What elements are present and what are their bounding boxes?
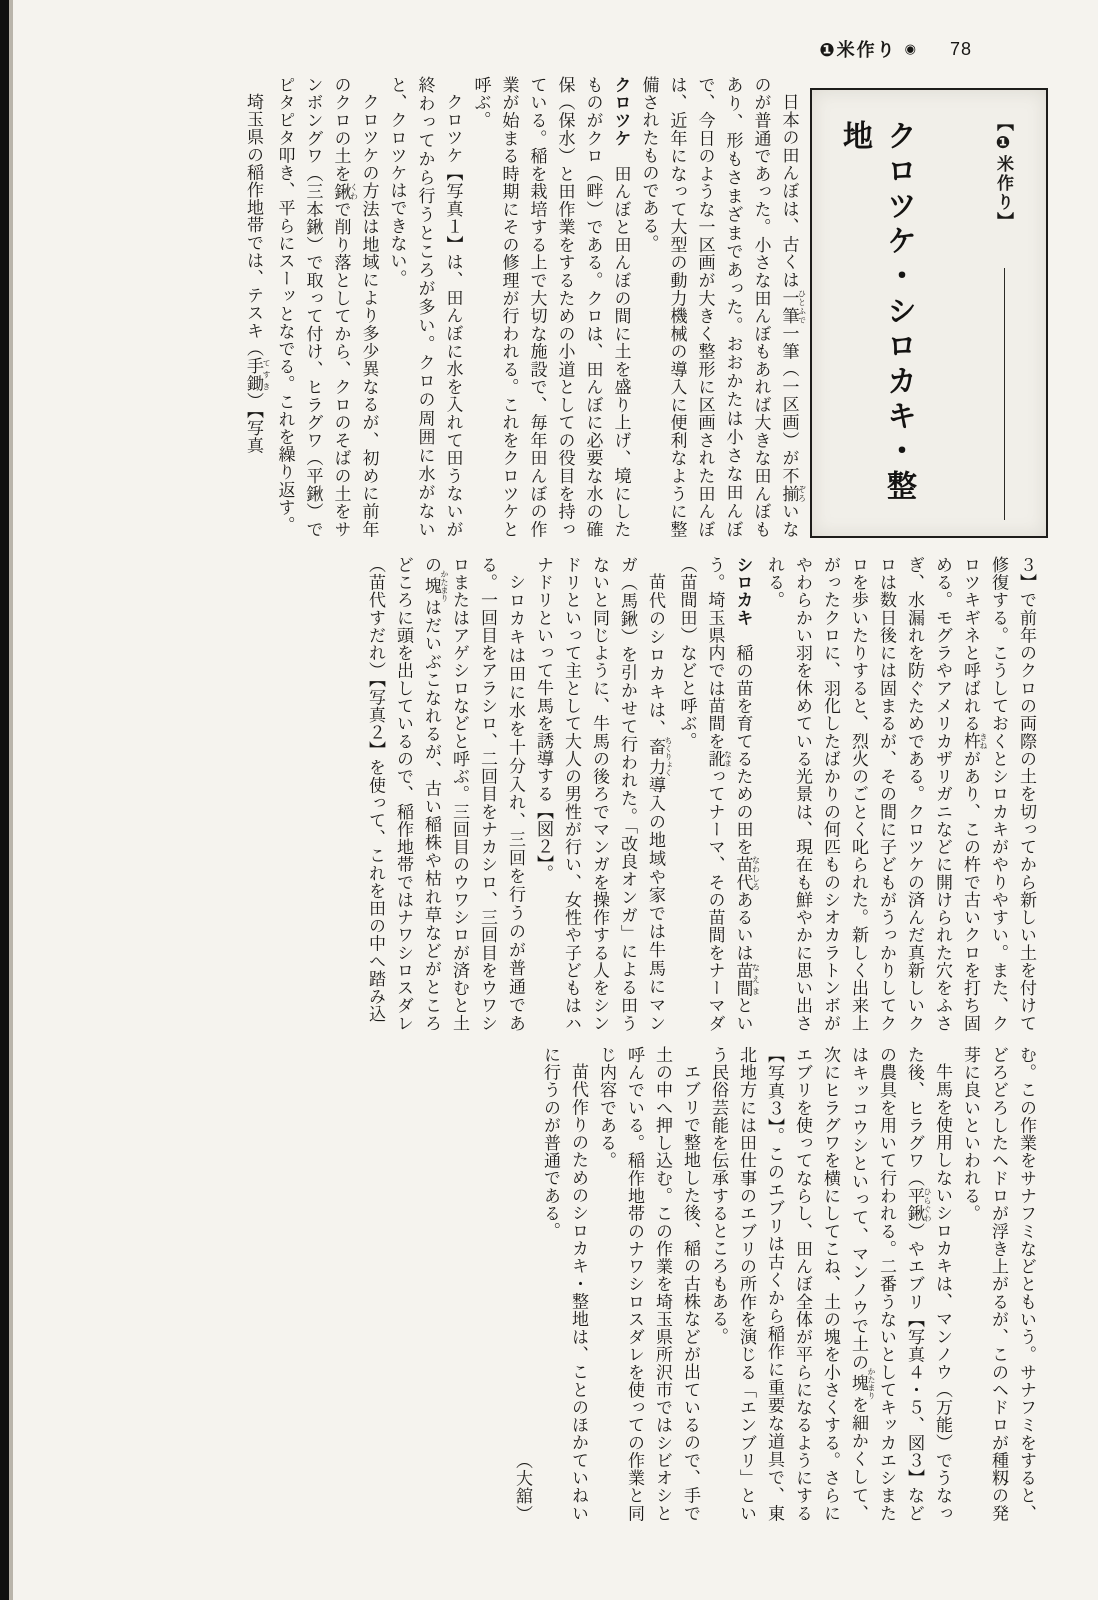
scan-edge-soft-shadow (9, 0, 13, 1600)
author-signature: （大舘） (513, 1451, 532, 1522)
section-heading-kurotsuke: クロツケ (611, 76, 631, 148)
title-rule-line (1004, 268, 1005, 520)
article-title: クロツケ・シロカキ・整地 (838, 120, 915, 505)
paragraph-text: 稲の苗を育てるための田を苗代 なわしろあるいは苗間 なえまという。埼玉県内では苗間を訛 なまってナーマ、その苗間をナーマダ（苗間田）などと呼ぶ。 (677, 556, 761, 1033)
text-band-2 (78, 556, 1040, 1032)
paragraph: シロカキは田に水を十分入れ、三回を行うのが普通である。一回目をアラシロ、二回目をナカシロ、三回目をウワシロまたはアゲシロなどと呼ぶ。三回目のウワシロが済むと土の塊 かたまりはだいぶこなれるが、古い稲株や枯れ草などがところどころに頭を出しているので、稲作地帯ではナワシロスダレ（苗代すだれ）【写真２】を使って、これを田の中へ踏み込 (366, 556, 525, 1032)
paragraph: 牛馬を使用しないシロカキは、マンノウ（万能）でうなった後、ヒラグワ（平鍬 ひらぐわ）やエブリ【写真４・５、図３】などの農具を用いて行われる。二番うないとしてキッカエシまたはキッコウシといって、マンノウで土の塊 かたまりを細かくして、次にヒラグワを横にしてこね、土の塊を小さくする。さらにエブリを使ってならし、田んぼ全体が平らになるようにする【写真３】。このエブリは古くから稲作に重要な道具で、東北地方には田仕事のエブリの所作を演じる「エンブリ」という民俗芸能を伝承するところもある。 (709, 1046, 952, 1522)
paragraph-continuation: ３】で前年のクロの両際の土を切ってから新しい土を付けて修復する。こうしておくとシロカキがやりやすい。また、クロツキギネと呼ばれる杵 きねがあり、この杵で古いクロを打ち固める。モグラやアメリカザリガニなどに開けられた穴をふさぎ、水漏れを防ぐためである。クロツケの済んだ真新しいクロは数日後には固まるが、その間に子どもがうっかりしてクロを歩いたりすると、烈火のごとく叱られた。新しく出来上がったクロに、羽化したばかりの何匹ものシオカラトンボがやわらかい羽を休めている光景は、現在も鮮やかに思い出される。 (765, 556, 1036, 1033)
paragraph (673, 556, 761, 1032)
paragraph-text: 田んぼと田んぼの間に土を盛り上げ、境にしたものがクロ（畔）である。クロは、田んぼに必要な水の確保（保水）と田作業をするための小道としての役目を持っている。稲を栽培する上で大切な施設で、毎年田んぼの作業が始まる時期にその修理が行われる。これをクロツケと呼ぶ。 (471, 76, 631, 538)
text-band-1 (78, 76, 806, 538)
running-header (819, 36, 972, 62)
paragraph-continuation: む。この作業をサナフミなどともいう。サナフミをすると、どろどろしたヘドロが浮き上がるが、このヘドロが種籾の発芽に良いといわれる。 (961, 1046, 1036, 1522)
paragraph: クロツケ【写真１】は、田んぼに水を入れて田うないが終わってから行うところが多い。クロの周囲に水がないと、クロツケはできない。 (387, 76, 463, 538)
fisheye-bullet-icon: ◉ (904, 41, 916, 56)
title-box (810, 88, 1048, 538)
paragraph: エブリで整地した後、稲の古株などが出ているので、手で土の中へ押し込む。この作業を埼玉県所沢市ではシビオシと呼んでいる。稲作地帯のナワシロスダレを使っての作業と同じ内容である。 (597, 1046, 700, 1522)
paragraph: 苗代のシロカキは、畜力 ちくりょく導入の地域や家では牛馬にマンガ（馬鍬）を引かせて行われた。「改良オンガ」による田うないと同じように、牛馬の後ろでマンガを操作する人をシンドリといって主として大人の男性が行い、女性や子どもはハナドリといって牛馬を誘導する【図２】。 (534, 556, 673, 1032)
title-kicker: 【❶米作り】 (994, 114, 1013, 231)
scan-edge-shadow (0, 0, 9, 1600)
section-heading-shirokaki: シロカキ (733, 556, 753, 627)
paragraph: 苗代作りのためのシロカキ・整地は、ことのほかていねいに行うのが普通である。 (541, 1046, 588, 1522)
chapter-marker: ❶米作り (819, 40, 897, 60)
paragraph (467, 76, 635, 538)
paragraph: クロツケの方法は地域により多少異なるが、初めに前年のクロの土を鍬 くわで削り落としてから、クロのそばの土をサンボングワ（三本鍬）で取って付け、ヒラグワ（平鍬）でピタピタ叩き、平らにスーッとなでる。これを繰り返す。 (275, 76, 379, 538)
paragraph: 埼玉県の稲作地帯では、テスキ（手鋤 てすき）【写真 (244, 93, 271, 455)
text-band-3 (78, 1046, 1040, 1522)
page-number: 78 (949, 38, 972, 59)
paragraph: 日本の田んぼは、古くは一筆 ひとふで一筆（一区画）が不揃 ぞろいなのが普通であった。小さな田んぼもあれば大きな田んぼもあり、形もさまざまであった。おおかたは小さな田んぼで、今日のような一区画が大きく整形に区画された田んぼは、近年になって大型の動力機械の導入に便利なように整備されたものである。 (639, 76, 807, 539)
